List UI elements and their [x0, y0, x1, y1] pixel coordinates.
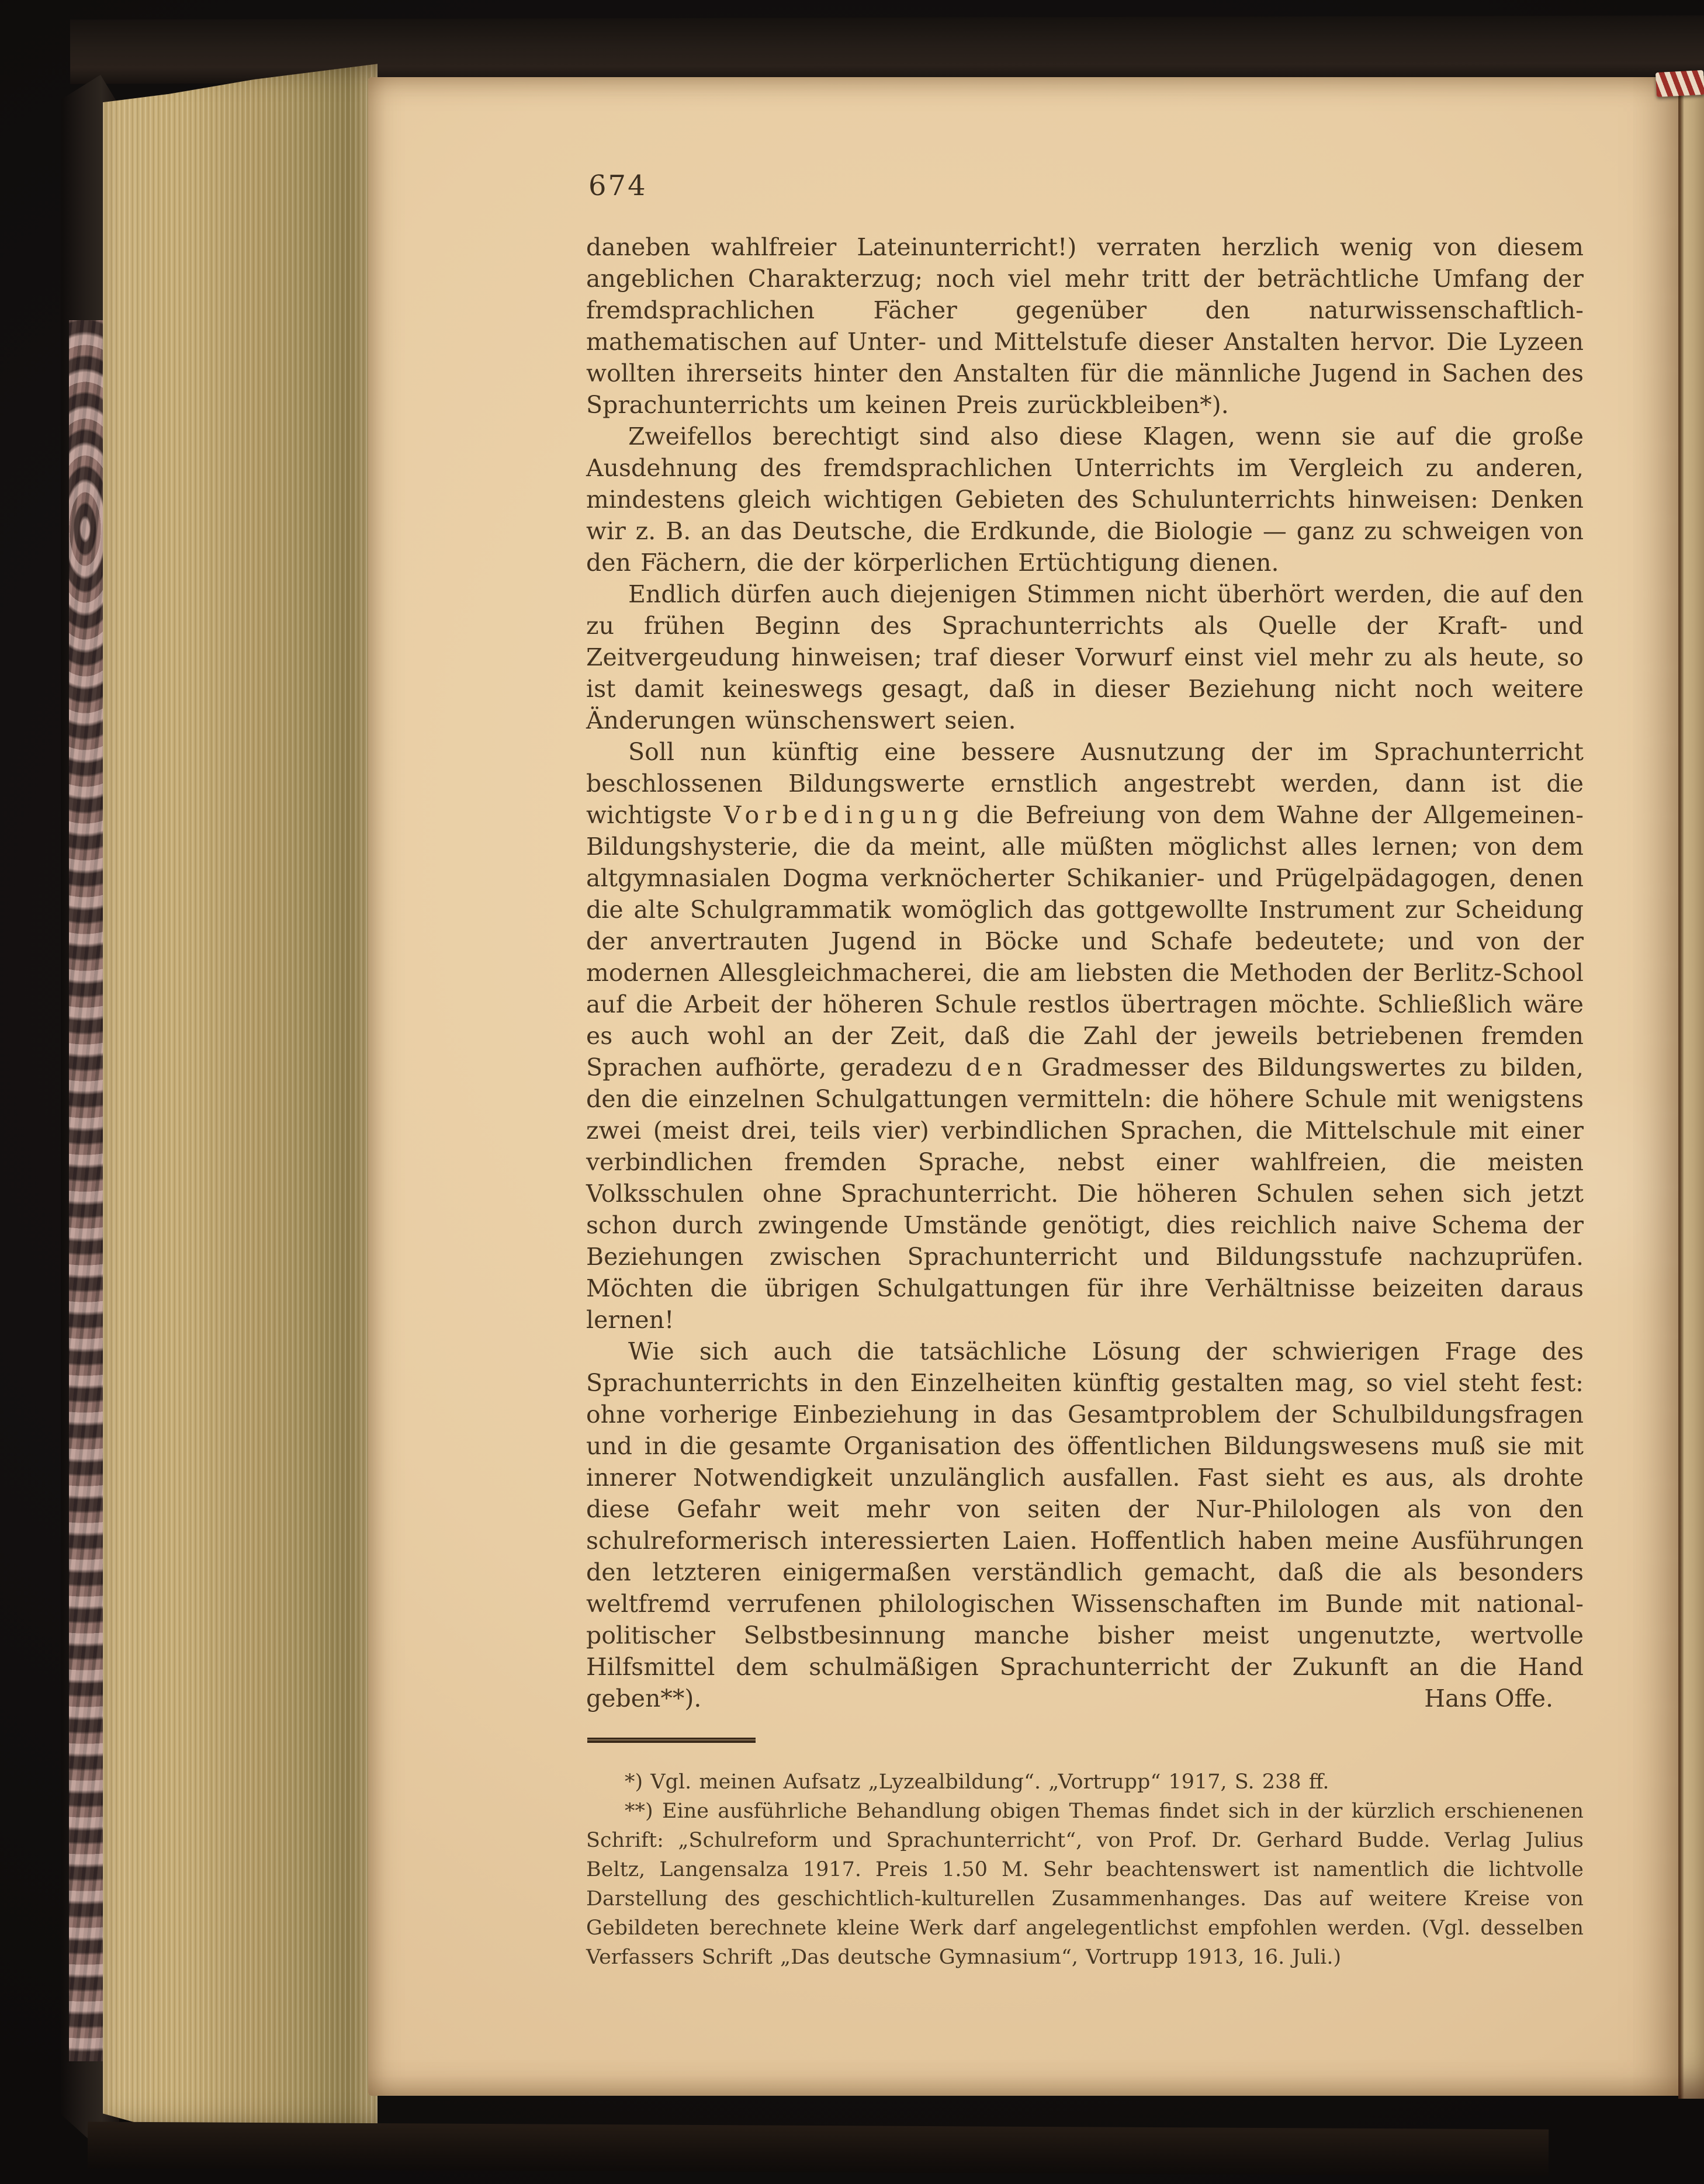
page-number: 674 — [588, 169, 647, 202]
paragraph: Endlich dürfen auch diejenigen Stimmen nicht überhört werden, die auf den zu frühen Beginn des Sprachunterrichts als Quelle der Kraft- und Zeitvergeudung hinweisen; traf dieser Vorwurf einst viel mehr zu als heute, so ist damit keineswegs gesagt, daß in dieser Beziehung nicht noch weitere Änderungen wünschenswert seien. — [586, 580, 1584, 734]
paragraph-text: die Befreiung von dem Wahne der Allgemeinen-Bildungshysterie, die da meint, alle müßten möglichst alles lernen; von dem altgymnasialen Dogma verknöcherter Schikanier- und Prügelpädagogen, denen die alte Schulgrammatik womöglich das gottgewollte Instrument zur Scheidung der anvertrauten Jugend in Böcke und Schafe bedeutete; und von der modernen Allesgleichmacherei, die am liebsten die Methoden der Berlitz-School auf die Arbeit der höheren Schule restlos übertragen möchte. Schließlich wäre es auch wohl an der Zeit, daß die Zahl der jeweils betriebenen fremden Sprachen aufhörte, geradezu — [586, 801, 1584, 1081]
book-cover-bottom-edge — [88, 2121, 1549, 2176]
body-text — [586, 231, 1584, 1714]
paragraph: Zweifellos berechtigt sind also diese Klagen, wenn sie auf die große Ausdehnung des fremdsprachlichen Unterrichts im Vergleich zu anderen, mindestens gleich wichtigen Gebieten des Schulunterrichts hinweisen: Denken wir z. B. an das Deutsche, die Erdkunde, die Biologie — ganz zu schweigen von den Fächern, die der körperlichen Ertüchtigung dienen. — [586, 422, 1584, 577]
paragraph-text: Soll nun künftig eine bessere Ausnutzung der im Sprachunterricht beschlossenen Bildungswerte ernstlich angestrebt werden, dann ist die wichtigste — [586, 738, 1584, 829]
paragraph — [586, 736, 1584, 1336]
paragraph-text: Gradmesser des Bildungswertes zu bilden, den die einzelnen Schulgattungen vermitteln: die höhere Schule mit wenigstens zwei (meist drei, teils vier) verbindlichen Sprachen, die Mittelschule mit einer verbindlichen fremden Sprache, nebst einer wahlfreien, die meisten Volksschulen ohne Sprachunterricht. Die höheren Schulen sehen sich jetzt schon durch zwingende Umstände genötigt, dies reichlich naive Schema der Beziehungen zwischen Sprachunterricht und Bildungsstufe nachzuprüfen. Möchten die übrigen Schulgattungen für ihre Verhältnisse beizeiten daraus lernen! — [586, 1053, 1584, 1334]
author-signature: Hans Offe. — [1424, 1684, 1553, 1712]
paragraph-continuation: daneben wahlfreier Lateinunterricht!) verraten herzlich wenig von diesem angeblichen Charakterzug; noch viel mehr tritt der beträchtliche Umfang der fremdsprachlichen Fächer gegenüber den naturwissenschaftlich-mathematischen auf Unter- und Mittelstufe dieser Anstalten hervor. Die Lyzeen wollten ihrerseits hinter den Anstalten für die männliche Jugend in Sachen des Sprachunterrichts um keinen Preis zurückbleiben*). — [586, 233, 1584, 419]
footnote: **) Eine ausführliche Behandlung obigen Themas findet sich in der kürzlich erschienenen Schrift: „Schulreform und Sprachunterricht“, von Prof. Dr. Gerhard Budde. Verlag Julius Beltz, Langensalza 1917. Preis 1.50 M. Sehr beachtenswert ist namentlich die lichtvolle Darstellung des geschichtlich-kulturellen Zusammenhanges. Das auf weitere Kreise von Gebildeten berechnete kleine Werk darf angelegentlichst empfohlen werden. (Vgl. desselben Verfassers Schrift „Das deutsche Gymnasium“, Vortrupp 1913, 16. Juli.) — [586, 1800, 1584, 1969]
footnote-separator-rule — [587, 1738, 756, 1743]
book-page — [368, 77, 1682, 2096]
footnotes — [586, 1767, 1584, 1972]
letterspaced-emphasis: den — [965, 1053, 1028, 1081]
page-fore-edge-stack — [103, 61, 377, 2138]
text-column — [586, 169, 1584, 1972]
paragraph: Wie sich auch die tatsächliche Lösung der schwierigen Frage des Sprachunterrichts in den Einzelheiten künftig gestalten mag, so viel steht fest: ohne vorherige Einbeziehung in das Gesamtproblem der Schulbildungsfragen und in die gesamte Organisation des öffentlichen Bildungswesens muß sie mit innerer Notwendigkeit unzulänglich ausfallen. Fast sieht es aus, als drohte diese Gefahr weit mehr von seiten der Nur-Philologen als von den schulreformerisch interessierten Laien. Hoffentlich haben meine Ausführungen den letzteren einigermaßen verständlich gemacht, daß die als besonders weltfremd verrufenen philologischen Wissenschaften im Bunde mit national-politischer Selbstbesinnung manche bisher meist ungenutzte, wertvolle Hilfsmittel dem schulmäßigen Sprachunterricht der Zukunft an die Hand geben**). — [586, 1337, 1584, 1712]
gutter-strip — [1678, 76, 1704, 2099]
headband — [1655, 70, 1704, 97]
letterspaced-emphasis: Vorbedingung — [723, 801, 965, 829]
footnote: *) Vgl. meinen Aufsatz „Lyzealbildung“. „Vortrupp“ 1917, S. 238 ff. — [625, 1770, 1329, 1794]
